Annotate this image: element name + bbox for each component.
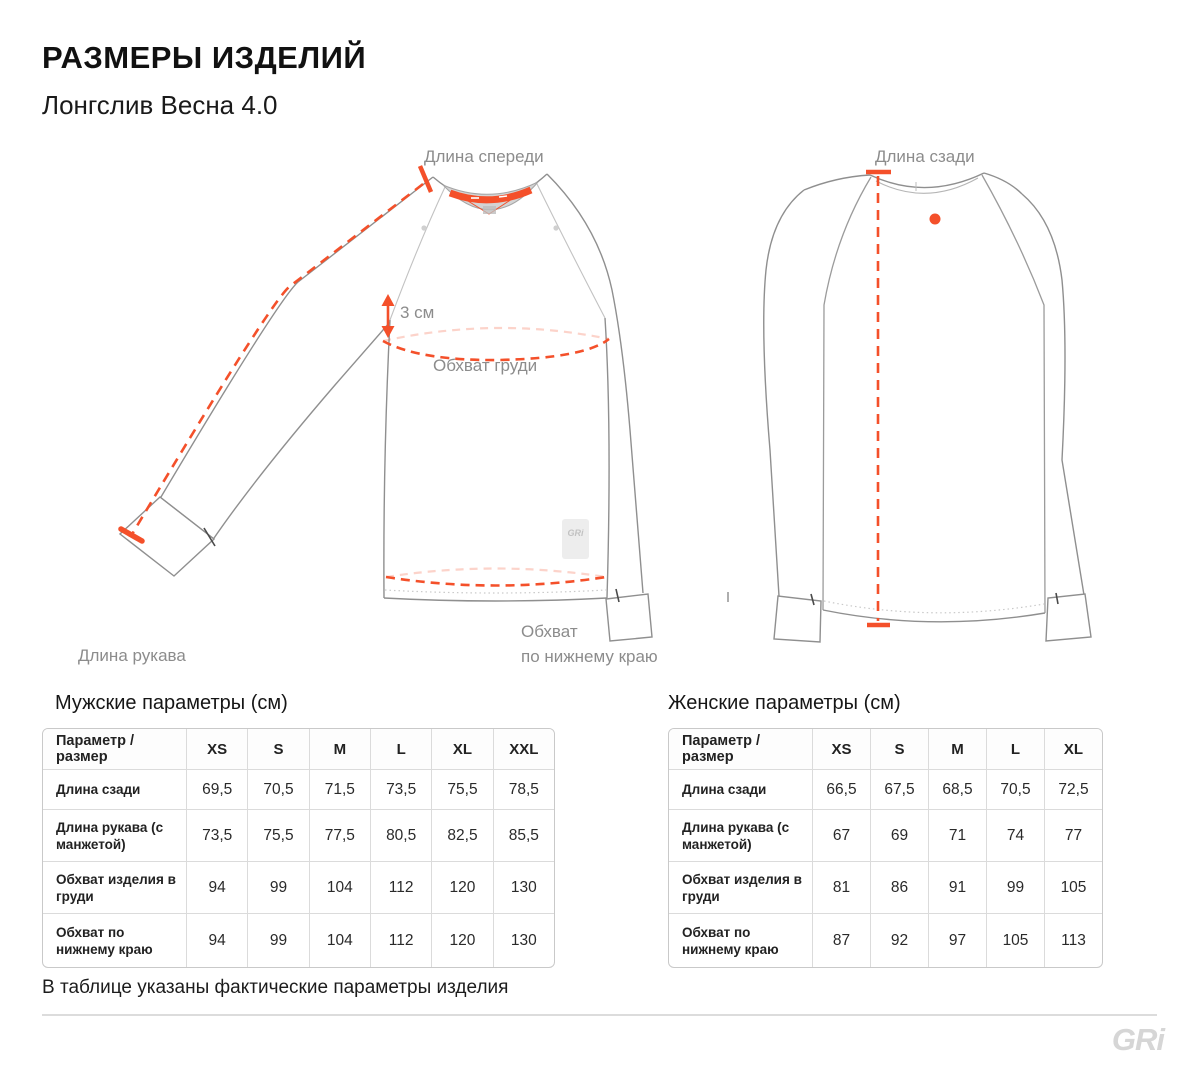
- women-size-table-grid: [669, 729, 1102, 967]
- chest-girth-label: Обхват груди: [433, 356, 538, 375]
- size-value-cell: 80,5: [370, 809, 431, 861]
- table-row: [669, 809, 1102, 861]
- size-value-cell: 81: [812, 861, 870, 913]
- size-value-cell: 78,5: [493, 769, 554, 809]
- size-column-header: S: [247, 729, 308, 769]
- size-value-cell: 99: [247, 861, 308, 913]
- size-value-cell: 99: [986, 861, 1044, 913]
- footer-divider: [42, 1014, 1157, 1016]
- size-value-cell: 87: [812, 913, 870, 967]
- table-row: [43, 809, 554, 861]
- women-size-table: [668, 728, 1103, 968]
- size-value-cell: 91: [928, 861, 986, 913]
- gri-brand-logo: GRi: [1111, 1022, 1164, 1057]
- sleeve-length-label: Длина рукава: [78, 646, 186, 665]
- hem-girth-label-line1: Обхват: [521, 622, 578, 641]
- size-value-cell: 86: [870, 861, 928, 913]
- hem-girth-line: [386, 569, 606, 586]
- size-value-cell: 112: [370, 913, 431, 967]
- front-view-drawing: [120, 166, 652, 641]
- size-column-header: XL: [1044, 729, 1102, 769]
- front-length-label: Длина спереди: [424, 147, 544, 166]
- size-value-cell: 130: [493, 913, 554, 967]
- back-length-label: Длина сзади: [875, 147, 975, 166]
- param-column-header: Параметр / размер: [43, 729, 186, 769]
- men-size-table-grid: [43, 729, 554, 967]
- param-label-cell: Обхват по нижнему краю: [43, 913, 186, 967]
- men-size-table: [42, 728, 555, 968]
- men-table-title: Мужские параметры (см): [55, 692, 288, 714]
- table-row: [43, 769, 554, 809]
- offset-3cm-label: 3 см: [400, 303, 435, 322]
- size-column-header: XS: [186, 729, 247, 769]
- param-label-cell: Длина рукава (с манжетой): [43, 809, 186, 861]
- back-length-line: [866, 172, 891, 625]
- size-value-cell: 94: [186, 913, 247, 967]
- size-column-header: M: [309, 729, 370, 769]
- size-value-cell: 75,5: [431, 769, 492, 809]
- size-value-cell: 113: [1044, 913, 1102, 967]
- size-value-cell: 105: [986, 913, 1044, 967]
- table-row: [43, 913, 554, 967]
- param-label-cell: Длина сзади: [43, 769, 186, 809]
- param-column-header: Параметр / размер: [669, 729, 812, 769]
- param-label-cell: Длина сзади: [669, 769, 812, 809]
- table-row: [669, 913, 1102, 967]
- size-value-cell: 67,5: [870, 769, 928, 809]
- param-label-cell: Обхват изделия в груди: [669, 861, 812, 913]
- size-value-cell: 73,5: [186, 809, 247, 861]
- size-value-cell: 77,5: [309, 809, 370, 861]
- size-value-cell: 69,5: [186, 769, 247, 809]
- hem-girth-label: [521, 619, 658, 669]
- size-value-cell: 120: [431, 913, 492, 967]
- size-column-header: XS: [812, 729, 870, 769]
- back-logo-dot: [930, 214, 941, 225]
- svg-text:GRi: GRi: [567, 528, 584, 538]
- size-value-cell: 104: [309, 913, 370, 967]
- size-value-cell: 68,5: [928, 769, 986, 809]
- page-subtitle: Лонгслив Весна 4.0: [42, 90, 278, 120]
- size-value-cell: 67: [812, 809, 870, 861]
- param-label-cell: Длина рукава (с манжетой): [669, 809, 812, 861]
- size-value-cell: 82,5: [431, 809, 492, 861]
- size-value-cell: 70,5: [247, 769, 308, 809]
- size-value-cell: 71,5: [309, 769, 370, 809]
- size-value-cell: 99: [247, 913, 308, 967]
- size-value-cell: 66,5: [812, 769, 870, 809]
- table-footnote: В таблице указаны фактические параметры изделия: [42, 977, 509, 998]
- size-column-header: XL: [431, 729, 492, 769]
- size-value-cell: 130: [493, 861, 554, 913]
- size-value-cell: 69: [870, 809, 928, 861]
- size-value-cell: 97: [928, 913, 986, 967]
- size-column-header: L: [370, 729, 431, 769]
- offset-arrow: [382, 294, 395, 338]
- size-value-cell: 92: [870, 913, 928, 967]
- param-label-cell: Обхват по нижнему краю: [669, 913, 812, 967]
- size-column-header: XXL: [493, 729, 554, 769]
- param-label-cell: Обхват изделия в груди: [43, 861, 186, 913]
- size-value-cell: 73,5: [370, 769, 431, 809]
- page-title: РАЗМЕРЫ ИЗДЕЛИЙ: [42, 40, 367, 75]
- women-table-title: Женские параметры (см): [668, 692, 901, 714]
- size-value-cell: 85,5: [493, 809, 554, 861]
- back-view-drawing: [728, 172, 1091, 642]
- size-value-cell: 77: [1044, 809, 1102, 861]
- product-measurement-drawing: [0, 140, 1200, 685]
- size-value-cell: 70,5: [986, 769, 1044, 809]
- size-value-cell: 74: [986, 809, 1044, 861]
- size-value-cell: 120: [431, 861, 492, 913]
- size-value-cell: 104: [309, 861, 370, 913]
- gri-side-tag: [562, 519, 589, 559]
- size-value-cell: 71: [928, 809, 986, 861]
- size-column-header: S: [870, 729, 928, 769]
- table-row: [43, 861, 554, 913]
- size-value-cell: 105: [1044, 861, 1102, 913]
- hem-girth-label-line2: по нижнему краю: [521, 647, 658, 666]
- size-column-header: L: [986, 729, 1044, 769]
- size-value-cell: 75,5: [247, 809, 308, 861]
- table-row: [669, 769, 1102, 809]
- size-value-cell: 112: [370, 861, 431, 913]
- size-value-cell: 72,5: [1044, 769, 1102, 809]
- size-value-cell: 94: [186, 861, 247, 913]
- table-row: [669, 861, 1102, 913]
- size-column-header: M: [928, 729, 986, 769]
